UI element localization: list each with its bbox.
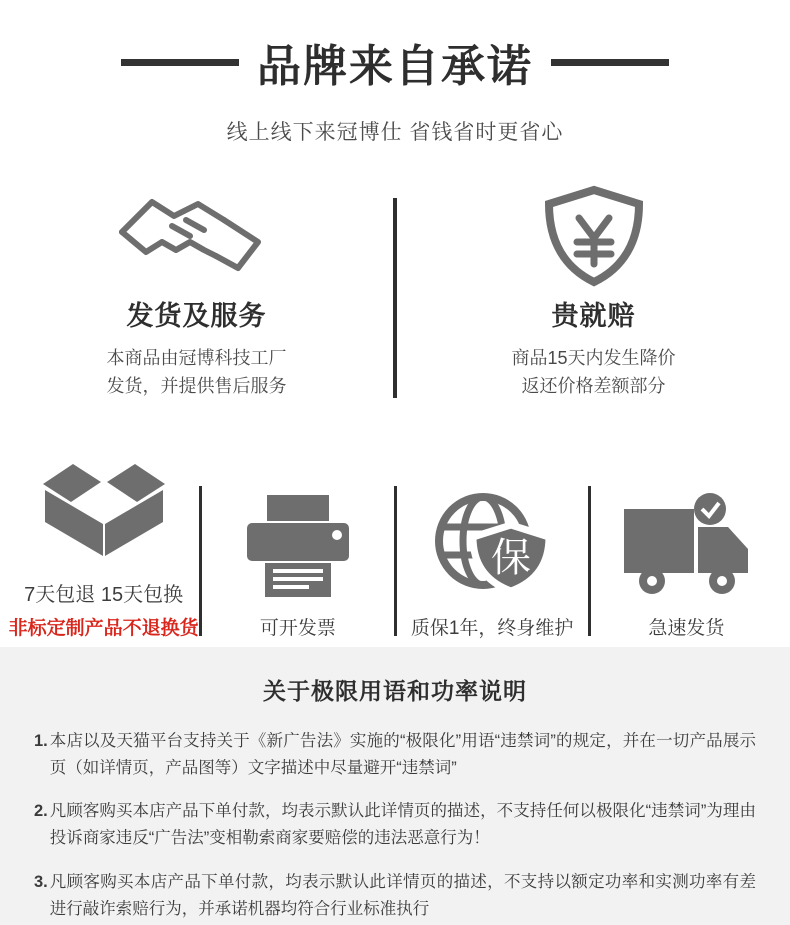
printer-invoice-icon [239,479,357,599]
fast-truck-icon [616,479,756,599]
page-title: 品牌来自承诺 [257,42,533,91]
promise-body [511,345,675,401]
globe-warranty-icon [427,479,557,599]
service-label: 质保1年，终身维护 [410,618,574,639]
rule-left-icon [121,59,239,66]
notice-number: 2. [34,802,48,821]
service-card-return [8,444,199,640]
promise-body-line-1: 本商品由冠博科技工厂 [106,348,287,368]
notice-section [0,647,790,925]
promise-card-shipping [0,184,393,419]
notice-list [34,728,756,922]
service-section [0,445,790,640]
promise-body-line-2: 返还价格差额部分 [521,375,666,396]
service-card-fast-shipping [591,479,782,640]
notice-number: 3. [34,872,48,891]
notice-text: 本店以及天猫平台支持关于《新广告法》实施的“极限化”用语“违禁词”的规定，并在一切产品展示页（如详情页，产品图等）文字描述中尽量避开“违禁词” [49,732,756,777]
promise-body-line-2: 发货，并提供售后服务 [106,375,287,396]
page-header [0,0,790,146]
notice-number: 1. [34,732,48,750]
service-card-invoice [202,479,393,640]
notice-text: 凡顾客购买本店产品下单付款，均表示默认此详情页的描述，不支持任何以极限化“违禁词”为理由投诉商家违反“广告法”变相勒索商家要赔偿的违法恶意行为！ [49,802,756,848]
open-box-icon [29,444,179,564]
promise-heading: 贵就赔 [551,301,636,331]
service-label: 可开发票 [259,618,336,639]
promise-body-line-1: 商品15天内发生降价 [511,348,676,368]
list-item [34,869,756,922]
svg-text:保: 保 [491,535,532,581]
rule-right-icon [551,59,669,66]
list-item [34,728,756,781]
page-subtitle: 线上线下来冠博仕 省钱省时更省心 [226,121,564,144]
service-label: 7天包退 15天包换 [24,584,184,606]
notice-title: 关于极限用语和功率说明 [263,678,527,704]
list-item [34,798,756,851]
promise-section [0,184,790,419]
shield-yuan-icon [539,184,649,288]
title-row [0,30,790,94]
service-warning: 非标定制产品不退换货 [8,618,199,639]
handshake-icon [112,184,282,288]
promise-body [107,345,287,401]
service-label: 急速发货 [648,618,725,639]
promise-heading: 发货及服务 [126,301,267,331]
notice-text: 凡顾客购买本店产品下单付款，均表示默认此详情页的描述，不支持以额定功率和实测功率有差进行敲诈索赔行为，并承诺机器均符合行业标准执行 [49,872,756,918]
service-card-warranty [397,479,588,640]
promise-card-price-guarantee [397,184,790,419]
